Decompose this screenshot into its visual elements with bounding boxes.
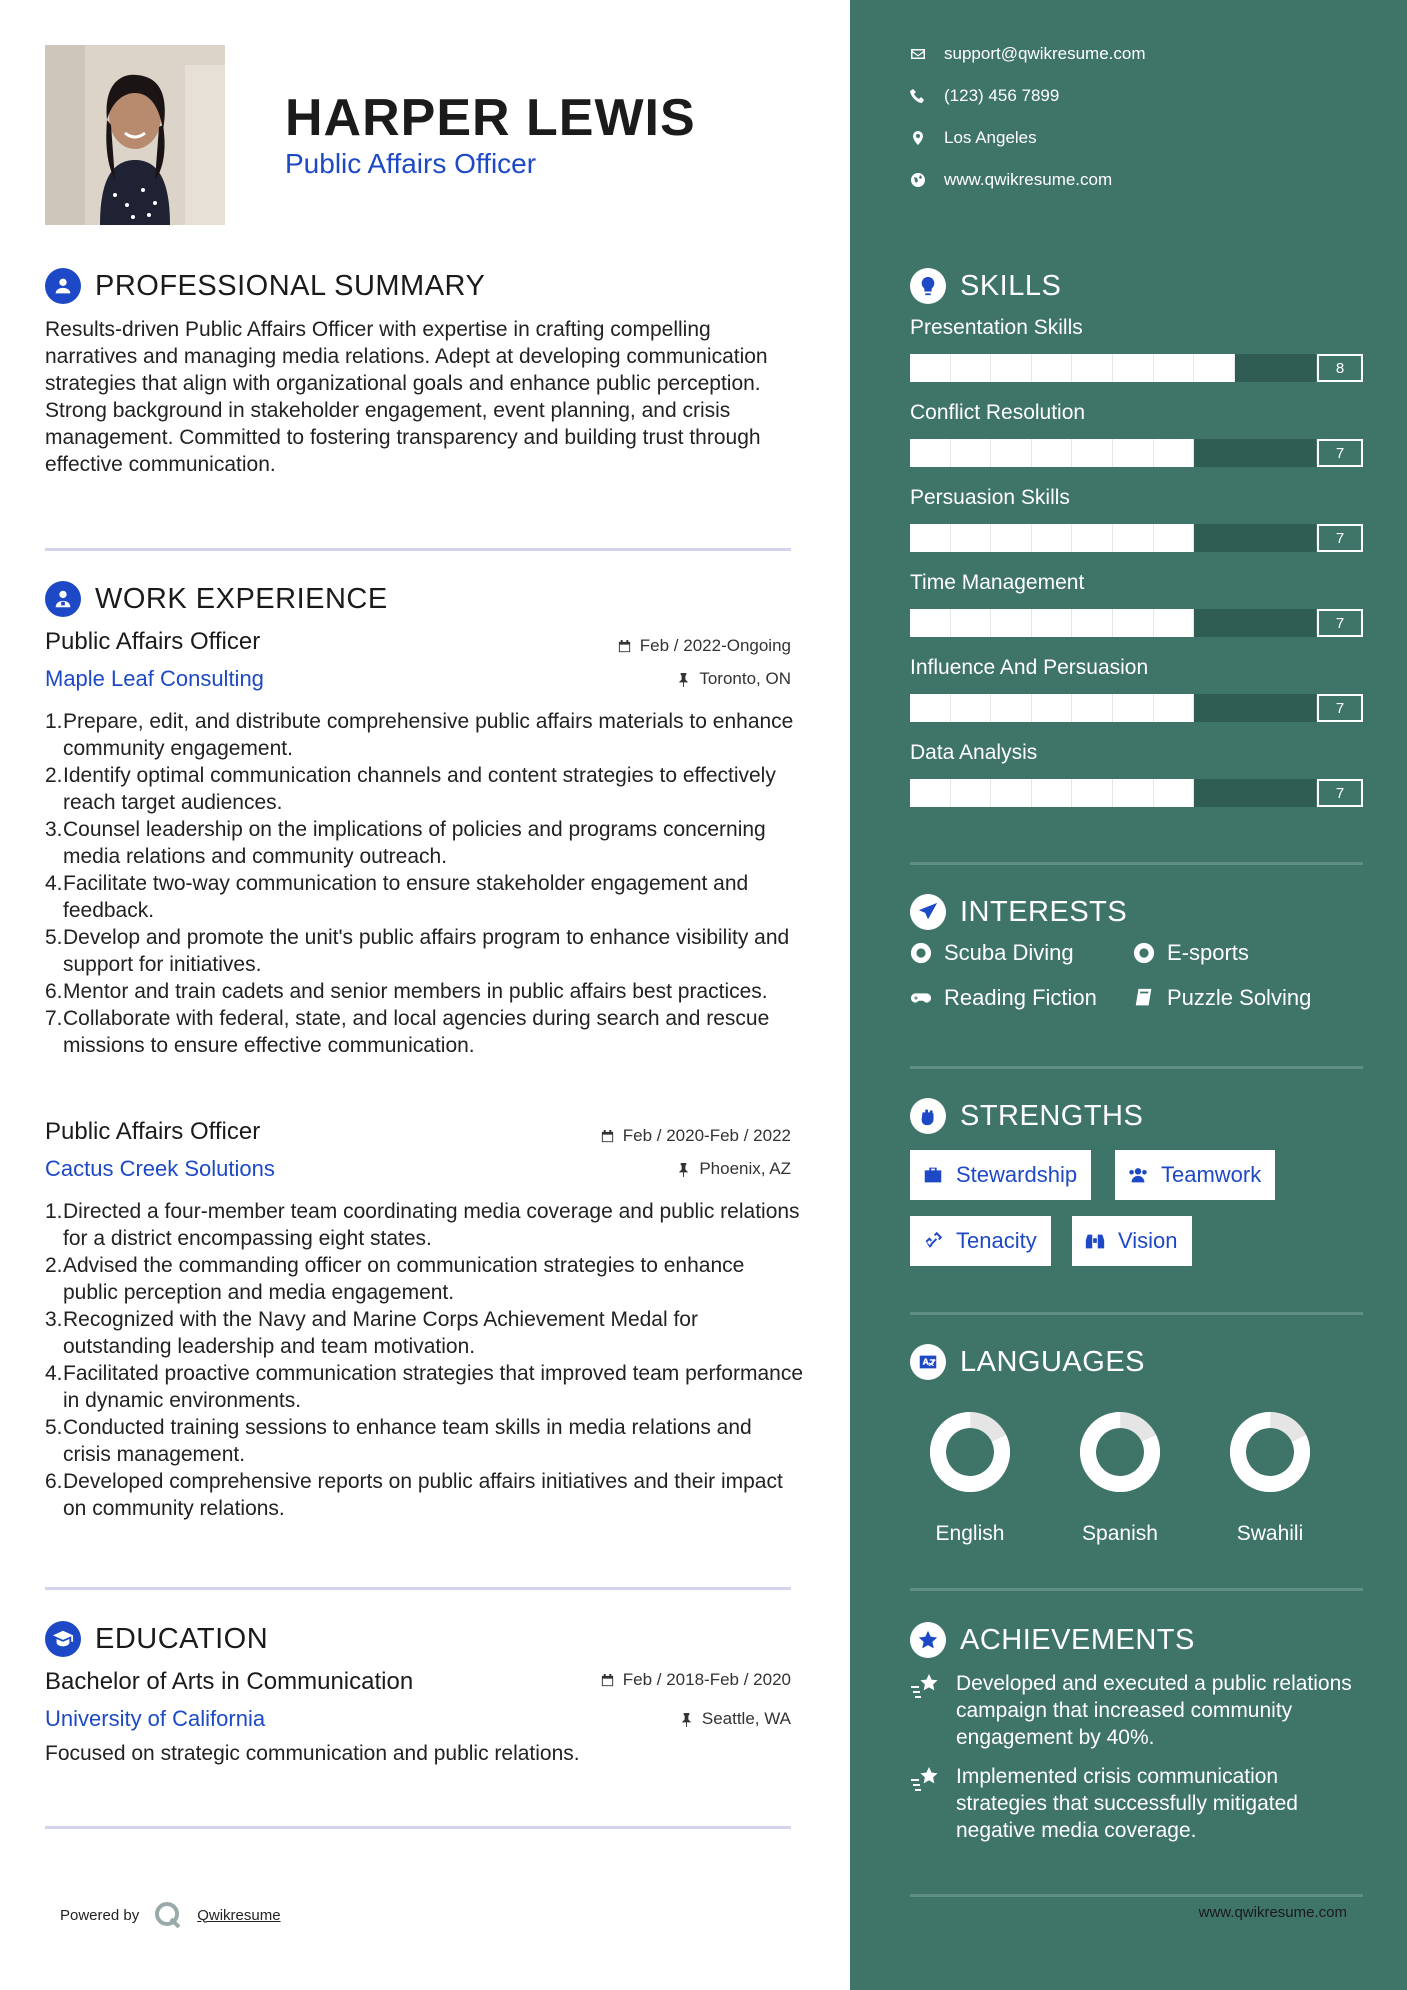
skill-score: 7 <box>1317 439 1363 467</box>
achievement-item <box>910 1670 1370 1751</box>
list-item: 4. Facilitated proactive communication strategies that improved team performance in dynamic environments. <box>45 1362 804 1412</box>
calendar-icon <box>600 1129 615 1144</box>
achievement-text: Developed and executed a public relations campaign that increased community engagement by 40%. <box>956 1672 1352 1749</box>
summary-text: Results-driven Public Affairs Officer with expertise in crafting compelling narratives and managing media relations. Adept at developing communication strategies that align with organizational goals and enhance public perception. Strong background in stakeholder engagement, event planning, and crisis management. Committed to fostering transparency and building trust through effective communication. <box>45 318 768 476</box>
skill-bar-segment <box>910 694 951 722</box>
phone-icon <box>910 88 926 104</box>
list-item: 1. Prepare, edit, and distribute comprehensive public affairs materials to enhance community engagement. <box>45 710 794 760</box>
skill-bar-segment <box>951 609 992 637</box>
job-bullets <box>45 708 805 1059</box>
user-icon <box>45 268 81 304</box>
skill-bar-segment <box>1032 354 1073 382</box>
powered-by-label: Powered by <box>60 1906 140 1924</box>
section-divider <box>910 1312 1363 1315</box>
interest-label: Scuba Diving <box>944 940 1074 965</box>
strength-badge <box>910 1150 1091 1200</box>
achievements-heading-text: ACHIEVEMENTS <box>960 1623 1195 1656</box>
skill-name: Data Analysis <box>910 741 1038 764</box>
interest-label: Reading Fiction <box>944 985 1097 1010</box>
shooting-star-icon <box>910 1765 942 1793</box>
education-dates <box>600 1670 791 1690</box>
skill-bar-segment <box>1194 354 1235 382</box>
skill-bar-segment <box>910 524 951 552</box>
list-item: 5. Conducted training sessions to enhance team skills in media relations and crisis management. <box>45 1416 752 1466</box>
contact-location <box>910 128 1037 148</box>
skill-bar-segment <box>1154 779 1195 807</box>
degree: Bachelor of Arts in Communication <box>45 1668 414 1695</box>
graduation-cap-icon <box>45 1621 81 1657</box>
strength-label: Vision <box>1118 1228 1178 1253</box>
skill-bar-segment <box>991 779 1032 807</box>
job-dates <box>617 636 791 656</box>
globe-icon <box>910 172 926 188</box>
envelope-icon <box>910 46 926 62</box>
skill-bar-segment <box>1072 609 1113 637</box>
pin-icon <box>679 1712 694 1727</box>
strengths-heading <box>910 1098 1143 1134</box>
education-heading-text: EDUCATION <box>95 1622 269 1655</box>
interest-item <box>910 985 1097 1011</box>
language-name: Spanish <box>1082 1522 1158 1545</box>
list-item: 6. Developed comprehensive reports on public affairs initiatives and their impact on community relations. <box>45 1470 783 1520</box>
life-ring-icon <box>1133 942 1155 964</box>
interest-label: E-sports <box>1167 940 1249 965</box>
language-item <box>1210 1410 1330 1546</box>
school: University of California <box>45 1706 266 1731</box>
list-item: 3. Counsel leadership on the implications of policies and programs concerning media relations and community outreach. <box>45 818 766 868</box>
skill-bar <box>910 354 1316 382</box>
job-dates-text: Feb / 2020-Feb / 2022 <box>622 1126 791 1145</box>
job-dates-text: Feb / 2022-Ongoing <box>639 636 791 655</box>
section-divider <box>45 1826 791 1829</box>
skill-bar-segment <box>1032 524 1073 552</box>
language-donut <box>1228 1410 1312 1494</box>
list-item: 6. Mentor and train cadets and senior members in public affairs best practices. <box>45 980 768 1003</box>
skill-bar-segment <box>910 609 951 637</box>
skill-bar-segment <box>910 779 951 807</box>
skill-bar-segment <box>1072 439 1113 467</box>
list-item: 3. Recognized with the Navy and Marine Corps Achievement Medal for outstanding leadership and team motivation. <box>45 1308 698 1358</box>
contact-website-text[interactable]: www.qwikresume.com <box>944 170 1113 189</box>
contact-email <box>910 44 1146 64</box>
job-bullets <box>45 1198 805 1522</box>
skill-score: 7 <box>1317 609 1363 637</box>
pin-icon <box>676 672 691 687</box>
sidebar <box>850 0 1407 1990</box>
skill-bar-segment <box>1154 524 1195 552</box>
skill-bar-segment <box>1154 439 1195 467</box>
skill-bar-segment <box>1032 609 1073 637</box>
skill-bar-segment <box>1072 524 1113 552</box>
education-location-text: Seattle, WA <box>701 1709 791 1728</box>
language-name: Swahili <box>1236 1522 1304 1545</box>
star-icon <box>910 1622 946 1658</box>
summary-heading <box>45 268 485 304</box>
skill-name: Conflict Resolution <box>910 401 1086 424</box>
skill-name: Persuasion Skills <box>910 486 1070 509</box>
list-item: 5. Develop and promote the unit's public affairs program to enhance visibility and support for initiatives. <box>45 926 790 976</box>
candidate-name: HARPER LEWIS <box>285 89 696 147</box>
interests-heading-text: INTERESTS <box>960 895 1128 928</box>
skill-bar-segment <box>951 524 992 552</box>
skill-score: 8 <box>1317 354 1363 382</box>
job-title: Public Affairs Officer <box>45 628 261 655</box>
skill-score: 7 <box>1317 524 1363 552</box>
strength-label: Stewardship <box>956 1162 1078 1187</box>
language-name: English <box>935 1522 1005 1545</box>
fist-icon <box>910 1098 946 1134</box>
section-divider <box>910 1588 1363 1591</box>
strength-badge <box>1072 1216 1192 1266</box>
section-divider <box>910 1066 1363 1069</box>
binoculars-icon <box>1084 1230 1106 1252</box>
skill-bar <box>910 439 1316 467</box>
section-divider <box>910 1894 1363 1897</box>
list-item: 2. Identify optimal communication channels and content strategies to effectively reach target audiences. <box>45 764 776 814</box>
language-item <box>910 1410 1030 1546</box>
language-donut <box>928 1410 1012 1494</box>
job-location <box>676 669 791 689</box>
interest-label: Puzzle Solving <box>1167 985 1312 1010</box>
strength-label: Teamwork <box>1161 1162 1262 1187</box>
education-dates-text: Feb / 2018-Feb / 2020 <box>622 1670 791 1689</box>
skill-bar <box>910 779 1316 807</box>
map-marker-icon <box>910 130 926 146</box>
interest-item <box>910 940 1074 966</box>
strength-badge <box>910 1216 1051 1266</box>
interest-item <box>1133 985 1311 1011</box>
skill-bar-segment <box>991 354 1032 382</box>
skill-bar <box>910 609 1316 637</box>
skill-bar <box>910 694 1316 722</box>
skill-bar-segment <box>1113 524 1154 552</box>
list-item: 4. Facilitate two-way communication to ensure stakeholder engagement and feedback. <box>45 872 749 922</box>
achievement-item <box>910 1763 1370 1844</box>
education-description: Focused on strategic communication and public relations. <box>45 1742 580 1765</box>
strengths-heading-text: STRENGTHS <box>960 1099 1144 1132</box>
contact-phone-text: (123) 456 7899 <box>944 86 1060 105</box>
skill-bar-segment <box>1113 609 1154 637</box>
pin-icon <box>676 1162 691 1177</box>
skill-bar-segment <box>1113 354 1154 382</box>
skill-bar-segment <box>951 354 992 382</box>
section-divider <box>910 862 1363 865</box>
education-heading <box>45 1621 268 1657</box>
strength-badge <box>1115 1150 1275 1200</box>
shooting-star-icon <box>910 1672 942 1700</box>
candidate-title: Public Affairs Officer <box>285 148 537 179</box>
summary-heading-text: PROFESSIONAL SUMMARY <box>95 269 486 302</box>
skill-name: Influence And Persuasion <box>910 656 1149 679</box>
section-divider <box>45 548 791 551</box>
job-company: Maple Leaf Consulting <box>45 666 264 691</box>
book-icon <box>1133 987 1155 1009</box>
skill-bar-segment <box>1113 779 1154 807</box>
powered-by <box>60 1900 281 1930</box>
list-item: 2. Advised the commanding officer on communication strategies to enhance public perception and media engagement. <box>45 1254 745 1304</box>
footer-website[interactable]: www.qwikresume.com <box>1198 1904 1347 1921</box>
profile-photo <box>45 45 225 225</box>
skill-score: 7 <box>1317 694 1363 722</box>
skill-bar-segment <box>1113 439 1154 467</box>
users-icon <box>1127 1164 1149 1186</box>
skill-bar-segment <box>910 354 951 382</box>
skills-heading <box>910 268 1061 304</box>
job-company: Cactus Creek Solutions <box>45 1156 275 1181</box>
skill-bar-segment <box>1072 694 1113 722</box>
job-dates <box>600 1126 791 1146</box>
work-heading <box>45 581 388 617</box>
translate-icon <box>910 1344 946 1380</box>
job-location <box>676 1159 791 1179</box>
list-item: 1. Directed a four-member team coordinating media coverage and public relations for a district encompassing eight states. <box>45 1200 800 1250</box>
job-title: Public Affairs Officer <box>45 1118 261 1145</box>
paper-plane-icon <box>910 894 946 930</box>
skill-bar-segment <box>991 524 1032 552</box>
skill-bar-segment <box>1154 694 1195 722</box>
lightbulb-icon <box>910 268 946 304</box>
skill-bar-segment <box>1154 354 1195 382</box>
skill-bar-segment <box>1032 439 1073 467</box>
skill-bar <box>910 524 1316 552</box>
contact-email-text[interactable]: support@qwikresume.com <box>944 44 1146 63</box>
briefcase-icon <box>922 1164 944 1186</box>
education-location <box>679 1709 791 1729</box>
languages-heading-text: LANGUAGES <box>960 1345 1145 1378</box>
list-item: 7. Collaborate with federal, state, and local agencies during search and rescue missions to ensure effective communication. <box>45 1007 770 1057</box>
calendar-icon <box>600 1673 615 1688</box>
skill-bar-segment <box>991 439 1032 467</box>
calendar-icon <box>617 639 632 654</box>
skill-bar-segment <box>991 609 1032 637</box>
interest-item <box>1133 940 1249 966</box>
languages-heading <box>910 1344 1145 1380</box>
gamepad-icon <box>910 987 932 1009</box>
contact-website <box>910 170 1112 190</box>
skill-bar-segment <box>1154 609 1195 637</box>
interests-heading <box>910 894 1127 930</box>
language-donut <box>1078 1410 1162 1494</box>
work-heading-text: WORK EXPERIENCE <box>95 582 388 615</box>
contact-location-text: Los Angeles <box>944 128 1037 147</box>
section-divider <box>45 1587 791 1590</box>
skill-bar-segment <box>1032 779 1073 807</box>
briefcase-user-icon <box>45 581 81 617</box>
skill-bar-segment <box>951 439 992 467</box>
skill-score: 7 <box>1317 779 1363 807</box>
job-location-text: Phoenix, AZ <box>699 1159 791 1178</box>
skill-bar-segment <box>991 694 1032 722</box>
skill-name: Presentation Skills <box>910 316 1083 339</box>
powered-by-link[interactable]: Qwikresume <box>197 1906 281 1924</box>
skill-name: Time Management <box>910 571 1085 594</box>
achievements-heading <box>910 1622 1195 1658</box>
skill-bar-segment <box>1072 779 1113 807</box>
skills-heading-text: SKILLS <box>960 269 1062 302</box>
skill-bar-segment <box>1113 694 1154 722</box>
skill-bar-segment <box>1032 694 1073 722</box>
contact-phone <box>910 86 1059 106</box>
skill-bar-segment <box>910 439 951 467</box>
qwikresume-logo-icon <box>153 1900 183 1930</box>
life-ring-icon <box>910 942 932 964</box>
achievement-text: Implemented crisis communication strategies that successfully mitigated negative media coverage. <box>956 1765 1298 1842</box>
skill-bar-segment <box>1072 354 1113 382</box>
strength-label: Tenacity <box>956 1228 1037 1253</box>
skill-bar-segment <box>951 779 992 807</box>
job-location-text: Toronto, ON <box>699 669 791 688</box>
language-item <box>1060 1410 1180 1546</box>
link-icon <box>922 1230 944 1252</box>
skill-bar-segment <box>951 694 992 722</box>
